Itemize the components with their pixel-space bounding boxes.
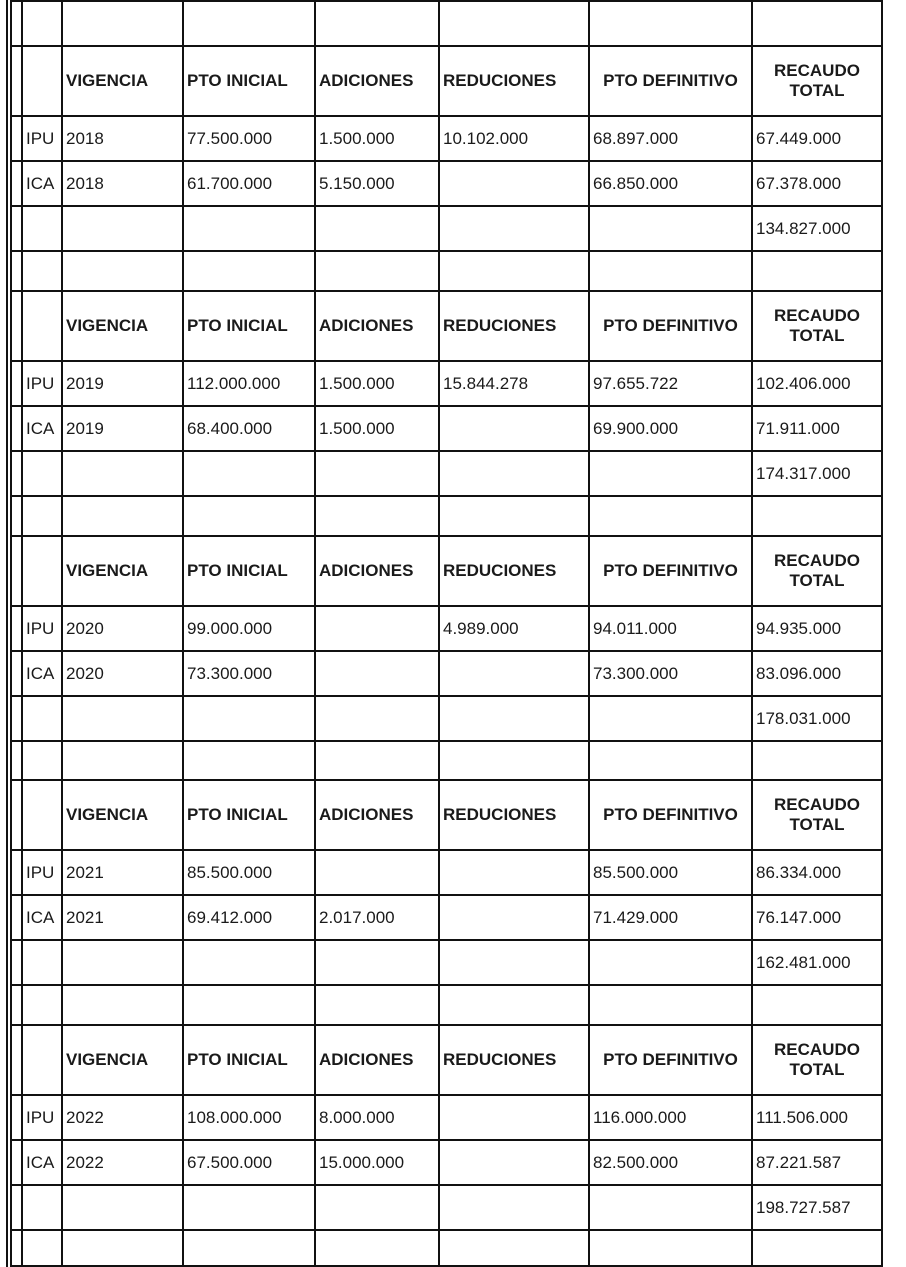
cell-tax: IPU [26, 862, 55, 882]
header-pto-definitivo: PTO DEFINITIVO [603, 561, 738, 580]
cell-vigencia: 2018 [66, 128, 104, 148]
header-pto-inicial: PTO INICIAL [187, 561, 288, 580]
header-reduciones: REDUCIONES [443, 1050, 557, 1069]
cell-vigencia: 2018 [66, 173, 104, 193]
header-recaudo-total: RECAUDO TOTAL [774, 306, 860, 345]
cell-pto-definitivo: 68.897.000 [593, 128, 679, 148]
grid-vline [6, 0, 8, 1267]
cell-recaudo-total: 76.147.000 [756, 907, 842, 927]
cell-pto-definitivo: 66.850.000 [593, 173, 679, 193]
grid-hline [10, 740, 883, 742]
header-pto-definitivo: PTO DEFINITIVO [603, 71, 738, 90]
header-reduciones: REDUCIONES [443, 805, 557, 824]
cell-tax: IPU [26, 373, 55, 393]
cell-adiciones: 2.017.000 [319, 907, 395, 927]
total-recaudo: 178.031.000 [756, 708, 851, 728]
header-pto-inicial: PTO INICIAL [187, 1050, 288, 1069]
cell-tax: ICA [26, 907, 55, 927]
cell-reduciones [440, 851, 588, 894]
cell-reduciones [440, 162, 588, 205]
cell-recaudo-total: 71.911.000 [756, 418, 840, 438]
cell-tax: ICA [26, 1152, 55, 1172]
cell-tax: ICA [26, 173, 55, 193]
cell-pto-inicial: 68.400.000 [187, 418, 273, 438]
cell-vigencia: 2020 [66, 663, 104, 683]
cell-vigencia: 2021 [66, 907, 104, 927]
cell-recaudo-total: 94.935.000 [756, 618, 842, 638]
cell-pto-definitivo: 94.011.000 [593, 618, 677, 638]
cell-vigencia: 2019 [66, 373, 104, 393]
cell-pto-inicial: 61.700.000 [187, 173, 273, 193]
cell-recaudo-total: 111.506.000 [756, 1107, 849, 1127]
grid-vline [10, 0, 12, 1267]
cell-reduciones [440, 1096, 588, 1139]
cell-pto-definitivo: 82.500.000 [593, 1152, 679, 1172]
header-vigencia: VIGENCIA [66, 71, 149, 90]
cell-reduciones: 10.102.000 [443, 128, 529, 148]
cell-tax: IPU [26, 618, 55, 638]
header-vigencia: VIGENCIA [66, 316, 149, 335]
cell-vigencia: 2019 [66, 418, 104, 438]
header-reduciones: REDUCIONES [443, 316, 557, 335]
header-pto-inicial: PTO INICIAL [187, 805, 288, 824]
cell-adiciones: 1.500.000 [319, 128, 395, 148]
grid-vline [881, 0, 883, 1267]
cell-vigencia: 2022 [66, 1107, 104, 1127]
header-vigencia: VIGENCIA [66, 1050, 149, 1069]
cell-tax: IPU [26, 128, 55, 148]
cell-pto-definitivo: 71.429.000 [593, 907, 679, 927]
header-adiciones: ADICIONES [319, 805, 414, 824]
cell-reduciones [440, 1141, 588, 1184]
cell-reduciones: 4.989.000 [443, 618, 519, 638]
cell-pto-inicial: 77.500.000 [187, 128, 273, 148]
cell-pto-definitivo: 73.300.000 [593, 663, 679, 683]
cell-pto-inicial: 112.000.000 [187, 373, 281, 393]
header-adiciones: ADICIONES [319, 1050, 414, 1069]
header-vigencia: VIGENCIA [66, 561, 149, 580]
cell-adiciones: 1.500.000 [319, 418, 395, 438]
cell-pto-inicial: 85.500.000 [187, 862, 273, 882]
cell-adiciones [316, 851, 438, 894]
cell-reduciones [440, 896, 588, 939]
cell-pto-definitivo: 97.655.722 [593, 373, 679, 393]
header-reduciones: REDUCIONES [443, 71, 557, 90]
cell-recaudo-total: 102.406.000 [756, 373, 851, 393]
grid-hline [10, 984, 883, 986]
cell-adiciones [316, 652, 438, 695]
cell-recaudo-total: 83.096.000 [756, 663, 842, 683]
header-adiciones: ADICIONES [319, 316, 414, 335]
cell-vigencia: 2021 [66, 862, 104, 882]
cell-reduciones: 15.844.278 [443, 373, 529, 393]
header-vigencia: VIGENCIA [66, 805, 149, 824]
grid-hline [10, 250, 883, 252]
grid-hline [10, 495, 883, 497]
cell-adiciones: 8.000.000 [319, 1107, 395, 1127]
header-recaudo-total: RECAUDO TOTAL [774, 61, 860, 100]
cell-adiciones: 5.150.000 [319, 173, 395, 193]
cell-tax: ICA [26, 418, 55, 438]
header-recaudo-total: RECAUDO TOTAL [774, 1040, 860, 1079]
grid-hline [10, 0, 883, 2]
header-recaudo-total: RECAUDO TOTAL [774, 551, 860, 590]
header-reduciones: REDUCIONES [443, 561, 557, 580]
cell-adiciones: 1.500.000 [319, 373, 395, 393]
total-recaudo: 162.481.000 [756, 952, 851, 972]
cell-recaudo-total: 67.378.000 [756, 173, 842, 193]
cell-vigencia: 2022 [66, 1152, 104, 1172]
header-pto-definitivo: PTO DEFINITIVO [603, 1050, 738, 1069]
cell-reduciones [440, 407, 588, 450]
cell-tax: IPU [26, 1107, 55, 1127]
grid-hline [10, 1229, 883, 1231]
cell-pto-definitivo: 116.000.000 [593, 1107, 687, 1127]
cell-pto-definitivo: 69.900.000 [593, 418, 679, 438]
cell-pto-inicial: 67.500.000 [187, 1152, 273, 1172]
header-pto-definitivo: PTO DEFINITIVO [603, 316, 738, 335]
header-pto-inicial: PTO INICIAL [187, 316, 288, 335]
cell-vigencia: 2020 [66, 618, 104, 638]
cell-adiciones [316, 607, 438, 650]
cell-recaudo-total: 87.221.587 [756, 1152, 842, 1172]
cell-pto-inicial: 99.000.000 [187, 618, 273, 638]
cell-reduciones [440, 652, 588, 695]
cell-pto-inicial: 69.412.000 [187, 907, 273, 927]
total-recaudo: 198.727.587 [756, 1197, 851, 1217]
total-recaudo: 174.317.000 [756, 463, 851, 483]
header-pto-inicial: PTO INICIAL [187, 71, 288, 90]
header-recaudo-total: RECAUDO TOTAL [774, 795, 860, 834]
cell-pto-definitivo: 85.500.000 [593, 862, 679, 882]
cell-recaudo-total: 67.449.000 [756, 128, 842, 148]
cell-recaudo-total: 86.334.000 [756, 862, 842, 882]
header-adiciones: ADICIONES [319, 71, 414, 90]
cell-tax: ICA [26, 663, 55, 683]
cell-pto-inicial: 108.000.000 [187, 1107, 282, 1127]
cell-adiciones: 15.000.000 [319, 1152, 405, 1172]
cell-pto-inicial: 73.300.000 [187, 663, 273, 683]
header-adiciones: ADICIONES [319, 561, 414, 580]
total-recaudo: 134.827.000 [756, 218, 851, 238]
header-pto-definitivo: PTO DEFINITIVO [603, 805, 738, 824]
